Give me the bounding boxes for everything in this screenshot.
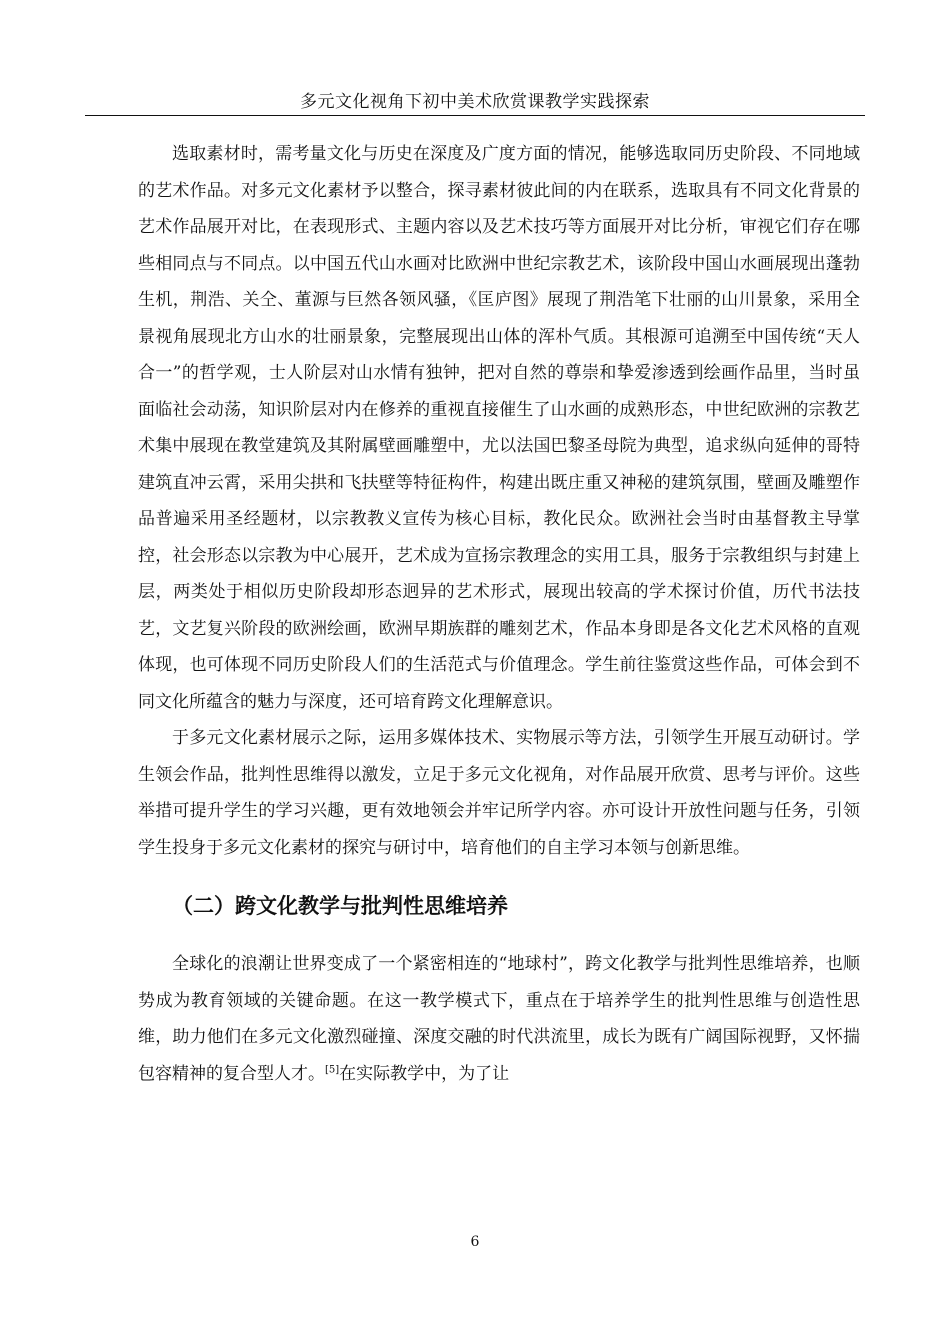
paragraph-text-after-citation: 在实际教学中，为了让 <box>339 1063 510 1084</box>
page-number: 6 <box>470 1234 480 1250</box>
paragraph-material-selection: 选取素材时，需考量文化与历史在深度及广度方面的情况，能够选取同历史阶段、不同地域的艺术作品。对多元文化素材予以整合，探寻素材彼此间的内在联系，选取具有不同文化背景的艺术作品展开对比，在表现形式、主题内容以及艺术技巧等方面展开对比分析，审视它们存在哪些相同点与不同点。以中国五代山水画对比欧洲中世纪宗教艺术，该阶段中国山水画展现出蓬勃生机，荆浩、关仝、董源与巨然各领风骚，《匡庐图》展现了荆浩笔下壮丽的山川景象，采用全景视角展现北方山水的壮丽景象，完整展现出山体的浑朴气质。其根源可追溯至中国传统“天人合一”的哲学观，士人阶层对山水情有独钟，把对自然的尊崇和挚爱渗透到绘画作品里，当时虽面临社会动荡，知识阶层对内在修养的重视直接催生了山水画的成熟形态，中世纪欧洲的宗教艺术集中展现在教堂建筑及其附属壁画雕塑中，尤以法国巴黎圣母院为典型，追求纵向延伸的哥特建筑直冲云霄，采用尖拱和飞扶壁等特征构件，构建出既庄重又神秘的建筑氛围，壁画及雕塑作品普遍采用圣经题材，以宗教教义宣传为核心目标，教化民众。欧洲社会当时由基督教主导掌控，社会形态以宗教为中心展开，艺术成为宣扬宗教理念的实用工具，服务于宗教组织与封建上层，两类处于相似历史阶段却形态迥异的艺术形式，展现出较高的学术探讨价值，历代书法技艺，文艺复兴阶段的欧洲绘画，欧洲早期族群的雕刻艺术，作品本身即是各文化艺术风格的直观体现，也可体现不同历史阶段人们的生活范式与价值理念。学生前往鉴赏这些作品，可体会到不同文化所蕴含的魅力与深度，还可培育跨文化理解意识。 <box>138 144 860 712</box>
paragraph-multimedia-display: 于多元文化素材展示之际，运用多媒体技术、实物展示等方法，引领学生开展互动研讨。学生领会作品，批判性思维得以激发，立足于多元文化视角，对作品展开欣赏、思考与评价。这些举措可提升学生的学习兴趣，更有效地领会并牢记所学内容。亦可设计开放性问题与任务，引领学生投身于多元文化素材的探究与研讨中，培育他们的自主学习本领与创新思维。 <box>138 728 860 858</box>
running-header-title: 多元文化视角下初中美术欣赏课教学实践探索 <box>300 92 650 112</box>
section-heading: （二）跨文化教学与批判性思维培养 <box>172 894 508 918</box>
body-text <box>138 136 860 1092</box>
citation-marker[interactable]: [5] <box>325 1063 340 1075</box>
paragraph-globalization <box>138 946 860 1092</box>
paragraph-text-before-citation: 全球化的浪潮让世界变成了一个紧密相连的“地球村”，跨文化教学与批判性思维培养，也顺势成为教育领域的关键命题。在这一教学模式下，重点在于培养学生的批判性思维与创造性思维，助力他们在多元文化激烈碰撞、深度交融的时代洪流里，成长为既有广阔国际视野，又怀揣包容精神的复合型人才。 <box>138 954 860 1084</box>
header-rule <box>85 115 865 116</box>
